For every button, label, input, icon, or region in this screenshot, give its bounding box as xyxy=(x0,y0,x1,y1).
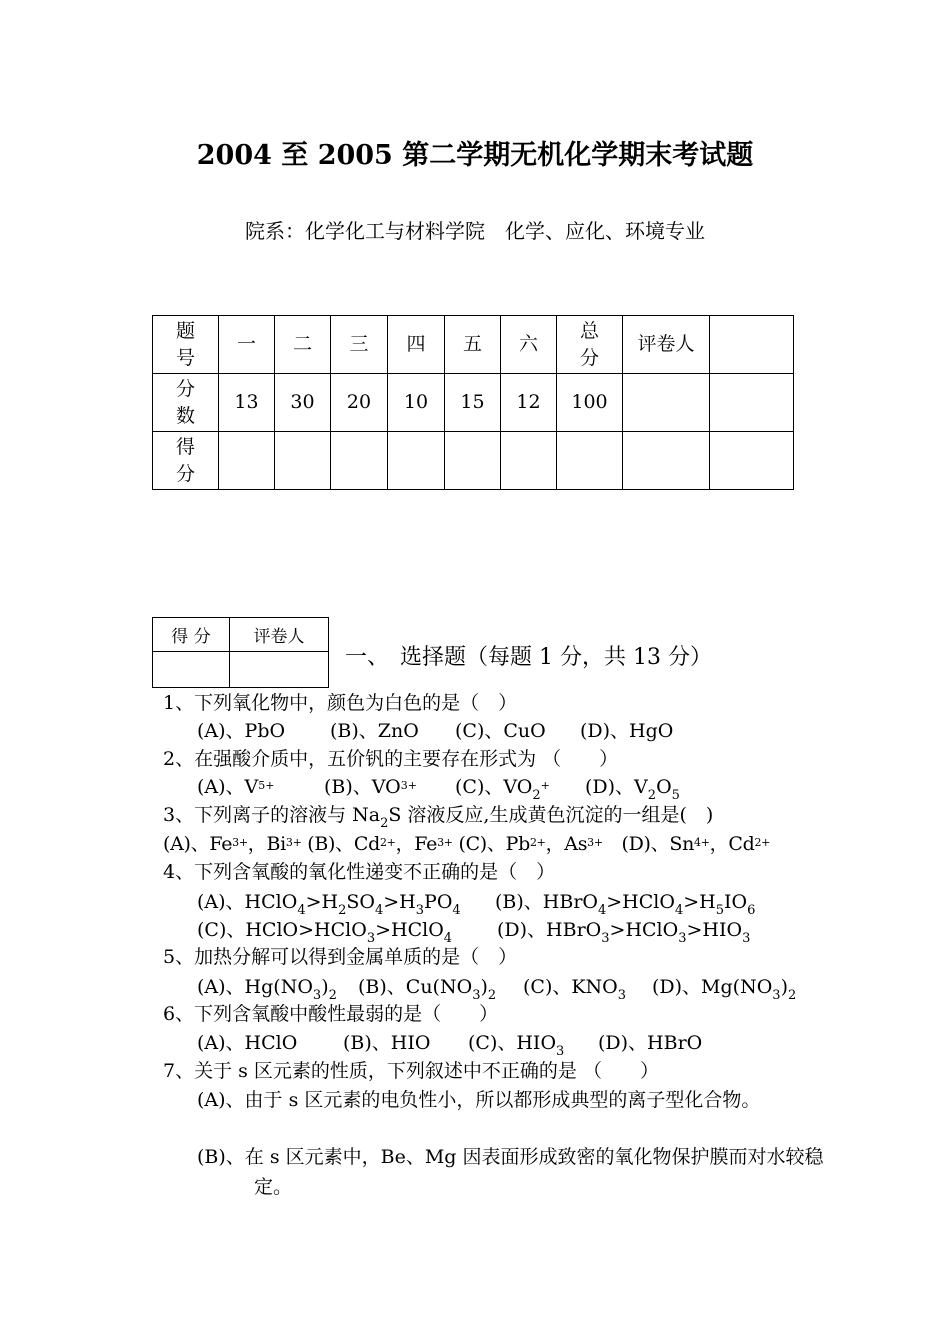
col-header: 一 xyxy=(219,316,275,374)
grader-box xyxy=(152,617,329,688)
grader-score-cell[interactable] xyxy=(153,652,230,688)
question-2-option-b[interactable]: (B)、$VO^{3+}$ xyxy=(324,776,417,798)
question-6-stem: 6、下列含氧酸中酸性最弱的是（ ） xyxy=(163,1003,499,1025)
col-header: 二 xyxy=(275,316,331,374)
question-6-option-b[interactable]: (B)、HIO xyxy=(343,1032,431,1054)
col-header: 四 xyxy=(388,316,445,374)
score-cell[interactable] xyxy=(445,432,501,490)
page-title: 2004 至 2005 第二学期无机化学期末考试题 xyxy=(196,140,754,171)
question-2-option-d[interactable]: (D)、$V_2O_5$ xyxy=(585,776,680,803)
question-6-option-a[interactable]: (A)、HClO xyxy=(197,1032,298,1054)
question-4-option-c[interactable]: (C)、HClO>HClO$_3$>HClO$_4$ xyxy=(197,919,453,946)
col-header-blank xyxy=(710,316,794,374)
score-cell[interactable] xyxy=(557,432,623,490)
points-cell: 100 xyxy=(557,374,623,432)
question-3-options[interactable]: (A)、$Fe^{3+}$，$Bi^{3+}$ (B)、$Cd^{2+}$，$Fe^{3+}$ (C)、$Pb^{2+}$，$As^{3+}$ (D)、$Sn^{4+}$，$Cd^{2+}$ xyxy=(163,833,771,855)
points-cell: 15 xyxy=(445,374,501,432)
question-1-option-b[interactable]: (B)、ZnO xyxy=(330,720,419,742)
question-5-option-b[interactable]: (B)、$Cu(NO_3)_2$ xyxy=(358,976,497,1003)
question-6-option-c[interactable]: (C)、$HIO_3$ xyxy=(468,1032,565,1059)
question-1-stem: 1、下列氧化物中，颜色为白色的是（ ） xyxy=(163,692,518,714)
col-header: 六 xyxy=(501,316,557,374)
question-2-stem: 2、在强酸介质中，五价钒的主要存在形式为 （ ） xyxy=(163,748,619,770)
question-1-option-a[interactable]: (A)、PbO xyxy=(197,720,286,742)
row-header-points: 分 数 xyxy=(153,374,219,432)
question-4-option-d[interactable]: (D)、$HBrO_3>HClO_3>HIO_3$ xyxy=(497,919,751,946)
row-header-score: 得 分 xyxy=(153,432,219,490)
points-cell: 10 xyxy=(388,374,445,432)
page-subtitle: 院系：化学化工与材料学院 化学、应化、环境专业 xyxy=(245,219,705,243)
grader-label: 评卷人 xyxy=(230,618,329,652)
points-cell xyxy=(710,374,794,432)
question-4-option-a[interactable]: (A)、$HClO_4>H_2SO_4>H_3PO_4$ xyxy=(197,891,461,918)
col-header: 三 xyxy=(331,316,388,374)
question-5-option-d[interactable]: (D)、$Mg(NO_3)_2$ xyxy=(652,976,797,1003)
col-header: 总 分 xyxy=(557,316,623,374)
points-cell: 12 xyxy=(501,374,557,432)
question-4-option-b[interactable]: (B)、$HBrO_4>HClO_4>H_5IO_6$ xyxy=(495,891,756,918)
question-7-stem: 7、关于 s 区元素的性质，下列叙述中不正确的是 （ ） xyxy=(163,1060,659,1082)
question-7-option-a[interactable]: (A)、由于 s 区元素的电负性小，所以都形成典型的离子型化合物。 xyxy=(197,1089,761,1111)
question-2-option-c[interactable]: (C)、$VO_2^+$ xyxy=(455,776,550,803)
score-cell[interactable] xyxy=(710,432,794,490)
col-header-grader: 评卷人 xyxy=(623,316,710,374)
question-6-option-d[interactable]: (D)、HBrO xyxy=(598,1032,703,1054)
question-1-option-d[interactable]: (D)、HgO xyxy=(580,720,674,742)
row-header-question: 题 号 xyxy=(153,316,219,374)
score-cell[interactable] xyxy=(388,432,445,490)
col-header: 五 xyxy=(445,316,501,374)
points-cell: 30 xyxy=(275,374,331,432)
score-cell[interactable] xyxy=(623,432,710,490)
question-1-option-c[interactable]: (C)、CuO xyxy=(455,720,546,742)
points-cell: 20 xyxy=(331,374,388,432)
section-title: 一、 选择题（每题 1 分，共 13 分） xyxy=(345,645,712,670)
question-5-option-c[interactable]: (C)、$KNO_3$ xyxy=(523,976,627,1003)
grader-name-cell[interactable] xyxy=(230,652,329,688)
question-7-option-b[interactable]: (B)、在 s 区元素中，Be、Mg 因表面形成致密的氧化物保护膜而对水较稳定。 xyxy=(197,1146,824,1198)
question-3-stem: 3、下列离子的溶液与 $Na_2S$ 溶液反应,生成黄色沉淀的一组是( ) xyxy=(163,804,714,831)
score-table xyxy=(152,315,794,490)
score-cell[interactable] xyxy=(501,432,557,490)
score-cell[interactable] xyxy=(275,432,331,490)
points-cell xyxy=(623,374,710,432)
question-5-option-a[interactable]: (A)、$Hg(NO_3)_2$ xyxy=(197,976,337,1003)
question-5-stem: 5、加热分解可以得到金属单质的是（ ） xyxy=(163,946,518,968)
score-cell[interactable] xyxy=(219,432,275,490)
points-cell: 13 xyxy=(219,374,275,432)
score-cell[interactable] xyxy=(331,432,388,490)
question-2-option-a[interactable]: (A)、$V^{5+}$ xyxy=(197,776,275,798)
question-4-stem: 4、下列含氧酸的氧化性递变不正确的是（ ） xyxy=(163,861,556,883)
grader-score-label: 得 分 xyxy=(153,618,230,652)
